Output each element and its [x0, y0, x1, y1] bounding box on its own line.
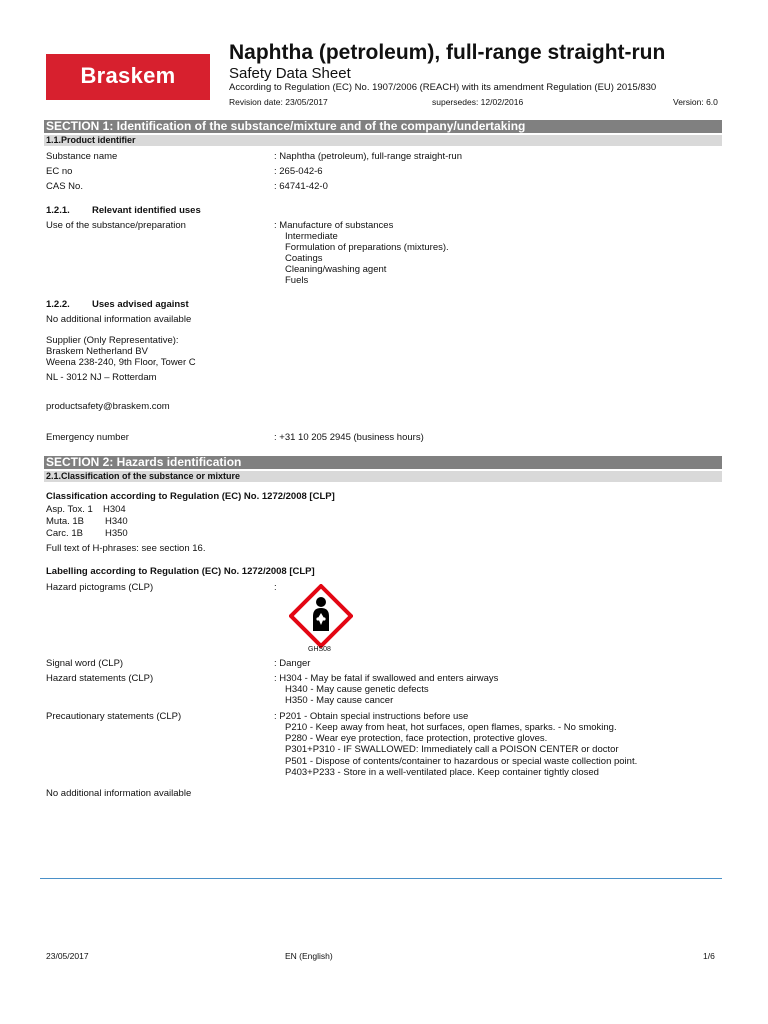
- no-additional-info: No additional information available: [46, 314, 192, 325]
- document-subtitle: Safety Data Sheet: [229, 65, 351, 82]
- supplier-line: Supplier (Only Representative):: [46, 335, 179, 346]
- precautionary-statement: P301+P310 - IF SWALLOWED: Immediately call a POISON CENTER or doctor: [285, 744, 619, 755]
- precautionary-statement: P403+P233 - Store in a well-ventilated place. Keep container tightly closed: [285, 767, 599, 778]
- hazard-code: H350: [105, 528, 128, 539]
- revision-date: Revision date: 23/05/2017: [229, 97, 328, 107]
- signal-word-label: Signal word (CLP): [46, 658, 124, 669]
- version: Version: 6.0: [673, 97, 718, 107]
- pictograms-label: Hazard pictograms (CLP): [46, 582, 154, 593]
- use-line: Formulation of preparations (mixtures).: [285, 242, 449, 253]
- use-line: : Manufacture of substances: [274, 220, 394, 231]
- use-line: Intermediate: [285, 231, 338, 242]
- hazard-statement: H340 - May cause genetic defects: [285, 684, 429, 695]
- hazard-code: H340: [105, 516, 128, 527]
- hazard-class: Asp. Tox. 1: [46, 504, 93, 515]
- substance-name-label: Substance name: [46, 151, 118, 162]
- hazard-class: Muta. 1B: [46, 516, 85, 527]
- classification-title: Classification according to Regulation (EC) No. 1272/2008 [CLP]: [46, 491, 335, 502]
- footer-rule: [40, 878, 722, 879]
- subsection-1-2-1-number: 1.2.1.: [46, 205, 70, 216]
- cas-no-label: CAS No.: [46, 181, 83, 192]
- subsection-1-2-1-title: Relevant identified uses: [92, 205, 201, 216]
- precautionary-statement: P280 - Wear eye protection, face protection, protective gloves.: [285, 733, 548, 744]
- hazard-code: H304: [103, 504, 126, 515]
- ec-no-value: : 265-042-6: [274, 166, 323, 177]
- hazard-statement: H350 - May cause cancer: [285, 695, 394, 706]
- pictograms-colon: :: [274, 582, 277, 593]
- emergency-label: Emergency number: [46, 432, 129, 443]
- full-text-note: Full text of H-phrases: see section 16.: [46, 543, 206, 554]
- hazard-statements-label: Hazard statements (CLP): [46, 673, 154, 684]
- no-additional-info: No additional information available: [46, 788, 192, 799]
- precautionary-statements-label: Precautionary statements (CLP): [46, 711, 182, 722]
- pictogram-caption: GHS08: [308, 646, 331, 653]
- subsection-1-1: 1.1.Product identifier: [44, 135, 722, 146]
- use-line: Cleaning/washing agent: [285, 264, 387, 275]
- subsection-2-1: 2.1.Classification of the substance or mixture: [44, 471, 722, 482]
- signal-word-value: : Danger: [274, 658, 311, 669]
- supplier-line: Braskem Netherland BV: [46, 346, 148, 357]
- use-label: Use of the substance/preparation: [46, 220, 186, 231]
- labelling-title: Labelling according to Regulation (EC) No. 1272/2008 [CLP]: [46, 566, 315, 577]
- braskem-logo: [46, 54, 210, 100]
- page-title: Naphtha (petroleum), full-range straight-run: [229, 41, 666, 64]
- use-line: Fuels: [285, 275, 309, 286]
- subsection-1-2-2-title: Uses advised against: [92, 299, 189, 310]
- precautionary-statement: P501 - Dispose of contents/container to hazardous or special waste collection point.: [285, 756, 638, 767]
- supplier-line: NL - 3012 NJ – Rotterdam: [46, 372, 157, 383]
- section1-heading: SECTION 1: Identification of the substance/mixture and of the company/undertaking: [44, 120, 722, 133]
- use-line: Coatings: [285, 253, 323, 264]
- cas-no-value: : 64741-42-0: [274, 181, 328, 192]
- section2-heading: SECTION 2: Hazards identification: [44, 456, 722, 469]
- substance-name-value: : Naphtha (petroleum), full-range straight-run: [274, 151, 462, 162]
- regulation-text: According to Regulation (EC) No. 1907/2006 (REACH) with its amendment Regulation (EU) 2015/830: [229, 82, 657, 93]
- supplier-email[interactable]: productsafety@braskem.com: [46, 401, 170, 412]
- supplier-line: Weena 238-240, 9th Floor, Tower C: [46, 357, 196, 368]
- emergency-value: : +31 10 205 2945 (business hours): [274, 432, 424, 443]
- ec-no-label: EC no: [46, 166, 73, 177]
- hazard-class: Carc. 1B: [46, 528, 83, 539]
- supersedes: supersedes: 12/02/2016: [432, 97, 524, 107]
- subsection-1-2-2-number: 1.2.2.: [46, 299, 70, 310]
- logo-text: Braskem: [80, 63, 176, 88]
- precautionary-statement: : P201 - Obtain special instructions before use: [274, 711, 469, 722]
- precautionary-statement: P210 - Keep away from heat, hot surfaces, open flames, sparks. - No smoking.: [285, 722, 617, 733]
- health-hazard-ghs08-icon: [289, 584, 353, 648]
- hazard-statement: : H304 - May be fatal if swallowed and enters airways: [274, 673, 499, 684]
- footer-date: 23/05/2017: [46, 951, 89, 961]
- footer-page-number: 1/6: [703, 951, 715, 961]
- footer-language: EN (English): [285, 951, 333, 961]
